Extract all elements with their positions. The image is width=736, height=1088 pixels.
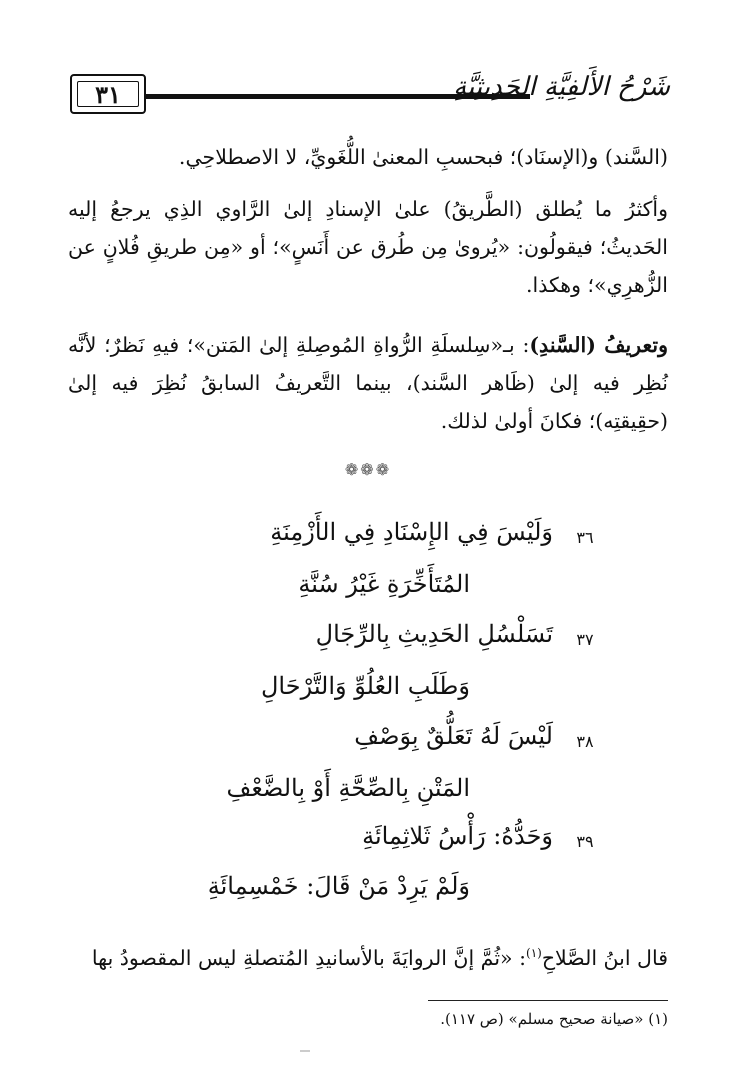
scan-mark [300,1050,310,1052]
verse-first-hemistich: وَلَيْسَ فِي الإِسْنَادِ فِي الأَزْمِنَةِ [270,518,553,546]
footnote-rule [428,1000,668,1001]
page-number-inner-frame [77,81,139,107]
quote-text: : «ثُمَّ إنَّ الروايَةَ بالأسانيدِ المُتصلةِ ليس المقصودُ بها [91,945,526,970]
running-title: شَرْحُ الأَلفِيَّةِ الحَدِيثِيَّةِ [453,72,670,102]
footnote-marker[interactable]: (١) [526,946,542,960]
page-header [70,72,670,116]
verse-number: ٣٨ [576,732,594,751]
verse-second-hemistich: المَتْنِ بِالصِّحَّةِ أَوْ بِالضَّعْفِ [226,774,470,802]
quote-paragraph [68,934,668,977]
quote-lead: قال ابنُ الصَّلاحِ [541,945,668,970]
footnote: (١) «صيانة صحيح مسلم» (ص ١١٧). [440,1010,668,1028]
paragraph: (السَّند) و(الإسنَاد)؛ فبحسبِ المعنىٰ اللُّغَويِّ، لا الاصطلاحِي. [178,145,668,169]
page-number: ٣١ [95,79,121,109]
verse-second-hemistich: المُتَأَخِّرَةِ غَيْرُ سُنَّةِ [298,570,470,598]
definition-label: وتعريفُ (السَّندِ) [529,333,668,357]
verse-first-hemistich: لَيْسَ لَهُ تَعَلُّقٌ بِوَصْفِ [354,722,553,750]
verse-second-hemistich: وَلَمْ يَرِدْ مَنْ قَالَ: خَمْسِمِائَةِ [207,872,470,900]
verse-number: ٣٦ [576,528,594,547]
paragraph: وأكثرُ ما يُطلق (الطَّريقُ) علىٰ الإسنادِ إلىٰ الرَّاوي الذِي يرجعُ إليه الحَديثُ؛ فيقولُون: «يُروىٰ مِن طُرق عن أَنَسٍ»؛ أو «مِن طريقِ فُلانٍ عن الزُّهرِي»؛ وهكذا. [68,197,668,297]
verse-first-hemistich: وَحَدُّهُ: رَأْسُ ثَلاثِمِائَةِ [362,822,553,850]
page-number-box [70,74,146,114]
definition-text: : بـ«سِلسلَةِ الرُّواةِ المُوصِلةِ إلىٰ المَتن»؛ فيهِ نَظرٌ؛ لأنَّه نُظِر فيه إلىٰ (ظَاهر السَّند)، بينما التَّعريفُ السابقُ نُظِرَ فيه إلىٰ (حقِيقتِه)؛ فكانَ أولىٰ لذلك. [68,333,668,433]
verse-second-hemistich: وَطَلَبِ العُلُوِّ وَالتَّرْحَالِ [260,672,470,700]
section-separator: ❁❁❁ [344,460,392,479]
verse-first-hemistich: تَسَلْسُلِ الحَدِيثِ بِالرِّجَالِ [315,620,553,648]
definition-paragraph [68,326,668,440]
verse-number: ٣٧ [576,630,594,649]
verse-number: ٣٩ [576,832,594,851]
